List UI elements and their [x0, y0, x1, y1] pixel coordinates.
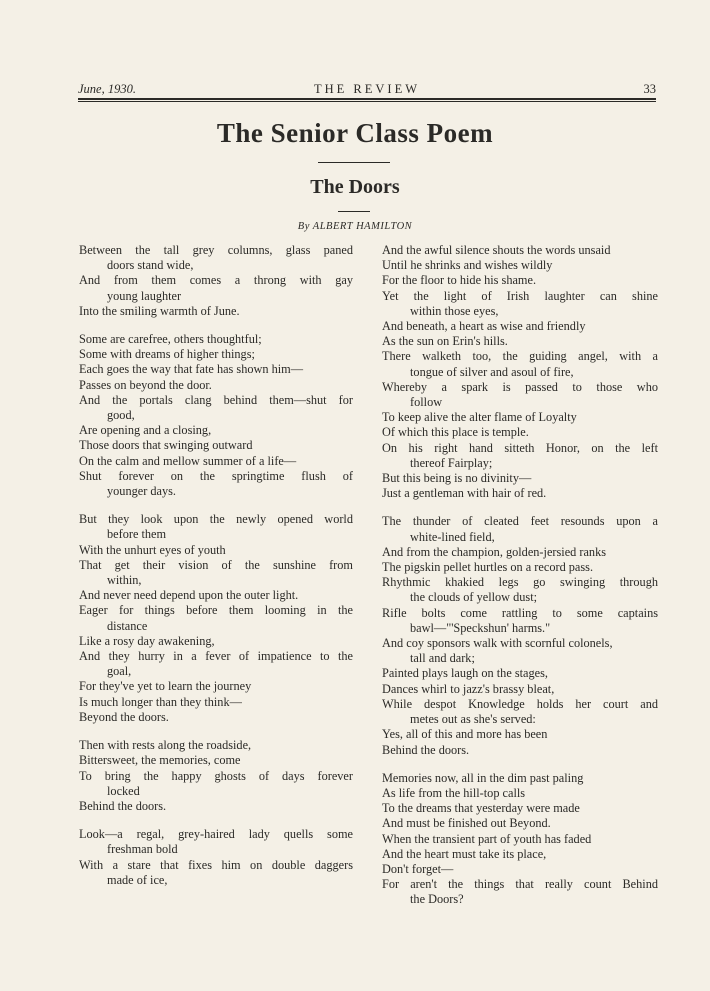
poem-line: within those eyes,	[410, 303, 499, 318]
stanza-break	[382, 758, 658, 771]
poem-line: Some with dreams of higher things;	[79, 347, 255, 362]
poem-line: As life from the hill-top calls	[382, 785, 526, 800]
title-divider	[318, 162, 390, 163]
poem-line: There walketh too, the guiding angel, with a	[382, 349, 658, 364]
poem-line: And the awful silence shouts the words unsaid	[382, 243, 611, 257]
poem-line: To keep alive the alter flame of Loyalty	[382, 410, 577, 425]
poem-line: And from the champion, golden-jersied ranks	[382, 544, 607, 559]
poem-line: Whereby a spark is passed to those who	[382, 379, 658, 394]
header-rule-thin	[78, 101, 656, 102]
poem-line: follow	[410, 395, 443, 410]
poem-line: And the heart must take its place,	[382, 846, 547, 861]
poem-line: within,	[107, 573, 142, 588]
poem-line: locked	[107, 783, 140, 798]
poem-line: And they hurry in a fever of impatience to the	[79, 649, 353, 664]
poem-line: distance	[107, 618, 148, 633]
poem-line: Beyond the doors.	[79, 709, 169, 724]
poem-line: And the portals clang behind them—shut for	[79, 392, 353, 407]
poem-line: Shut forever on the springtime flush of	[79, 468, 353, 483]
poem-line: And beneath, a heart as wise and friendly	[382, 319, 586, 334]
poem-line: For the floor to hide his shame.	[382, 273, 537, 288]
poem-line: As the sun on Erin's hills.	[382, 334, 508, 349]
poem-line: Is much longer than they think—	[79, 694, 242, 709]
poem-line: When the transient part of youth has faded	[382, 831, 592, 846]
poem-line: Just a gentleman with hair of red.	[382, 486, 547, 501]
poem-line: Until he shrinks and wishes wildly	[382, 258, 553, 273]
poem-line: Bittersweet, the memories, come	[79, 753, 241, 768]
poem-line: That get their vision of the sunshine from	[79, 557, 353, 572]
stanza-break	[382, 501, 658, 514]
poem-line: Yet the light of Irish laughter can shine	[382, 288, 658, 303]
poem-line: And must be finished out Beyond.	[382, 816, 551, 831]
stanza-break	[79, 499, 353, 512]
poem-line: On the calm and mellow summer of a life—	[79, 453, 297, 468]
author-byline: By ALBERT HAMILTON	[297, 221, 413, 232]
poem-line: Behind the doors.	[79, 798, 167, 813]
poem-line: goal,	[107, 664, 132, 679]
poem-line: The thunder of cleated feet resounds upon a	[382, 514, 658, 529]
poem-line: doors stand wide,	[107, 258, 194, 273]
poem-line: But this being is no divinity—	[382, 471, 532, 486]
poem-line: tongue of silver and asoul of fire,	[410, 364, 574, 379]
poem-line: Rhythmic khakied legs go swinging through	[382, 575, 658, 590]
poem-line: Passes on beyond the door.	[79, 377, 212, 392]
poem-title: The Doors	[310, 176, 400, 198]
page-number: 33	[643, 82, 656, 96]
poem-line: Don't forget—	[382, 861, 454, 876]
poem-line: Memories now, all in the dim past paling	[382, 770, 584, 785]
poem-heading: The Senior Class Poem	[216, 118, 494, 148]
stanza-break	[79, 725, 353, 738]
poem-column-right	[382, 243, 658, 908]
poem-line: thereof Fairplay;	[410, 455, 493, 470]
poem-line: But they look upon the newly opened world	[79, 512, 353, 527]
poem-line: freshman bold	[107, 842, 178, 857]
poem-line: Dances whirl to jazz's brassy bleat,	[382, 681, 555, 696]
poem-line: Then with rests along the roadside,	[79, 738, 252, 753]
stanza-break	[79, 319, 353, 332]
poem-line: the clouds of yellow dust;	[410, 590, 538, 605]
poem-line: Each goes the way that fate has shown him—	[79, 362, 304, 377]
poem-line: Rifle bolts come rattling to some captains	[382, 605, 658, 620]
poem-line: For they've yet to learn the journey	[79, 679, 252, 694]
poem-line: The pigskin pellet hurtles on a record pass.	[382, 560, 594, 575]
poem-line: white-lined field,	[410, 529, 495, 544]
poem-line: Look—a regal, grey-haired lady quells some	[79, 827, 353, 842]
poem-line: Those doors that swinging outward	[79, 438, 253, 453]
poem-line: good,	[107, 408, 135, 423]
poem-line: Of which this place is temple.	[382, 425, 529, 440]
poem-line: tall and dark;	[410, 651, 475, 666]
poem-line: Painted plays laugh on the stages,	[382, 666, 548, 681]
poem-line: young laughter	[107, 288, 182, 303]
poem-line: Are opening and a closing,	[79, 423, 212, 438]
poem-line: Eager for things before them looming in the	[79, 603, 353, 618]
poem-line: the Doors?	[410, 892, 464, 907]
poem-line: Yes, all of this and more has been	[382, 727, 548, 742]
poem-line: younger days.	[107, 484, 176, 499]
poem-line: Like a rosy day awakening,	[79, 633, 215, 648]
poem-line: before them	[107, 527, 167, 542]
poem-line: To bring the happy ghosts of days forever	[79, 768, 353, 783]
poem-line: And coy sponsors walk with scornful colonels,	[382, 636, 613, 651]
poem-line: Behind the doors.	[382, 742, 470, 757]
poem-line: Between the tall grey columns, glass paned	[79, 243, 353, 257]
poem-line: On his right hand sitteth Honor, on the left	[382, 440, 658, 455]
issue-date: June, 1930.	[78, 82, 136, 96]
header-rule-thick	[78, 98, 656, 100]
poem-line: Into the smiling warmth of June.	[79, 303, 240, 318]
poem-line: Some are carefree, others thoughtful;	[79, 332, 262, 347]
poem-column-left	[79, 243, 353, 888]
running-header	[78, 80, 656, 98]
poem-line: For aren't the things that really count Behind	[382, 877, 658, 892]
stanza-break	[79, 814, 353, 827]
poem-line: metes out as she's served:	[410, 712, 536, 727]
poem-line: To the dreams that yesterday were made	[382, 801, 580, 816]
poem-line: And from them comes a throng with gay	[79, 273, 353, 288]
poem-line: bawl—"'Speckshun' harms."	[410, 620, 551, 635]
poem-line: With the unhurt eyes of youth	[79, 542, 226, 557]
journal-name: THE REVIEW	[313, 82, 421, 96]
poem-line: With a stare that fixes him on double daggers	[79, 857, 353, 872]
poem-line: While despot Knowledge holds her court and	[382, 696, 658, 711]
poem-line: And never need depend upon the outer light.	[79, 588, 299, 603]
poem-line: made of ice,	[107, 872, 168, 887]
subtitle-divider	[338, 211, 370, 212]
